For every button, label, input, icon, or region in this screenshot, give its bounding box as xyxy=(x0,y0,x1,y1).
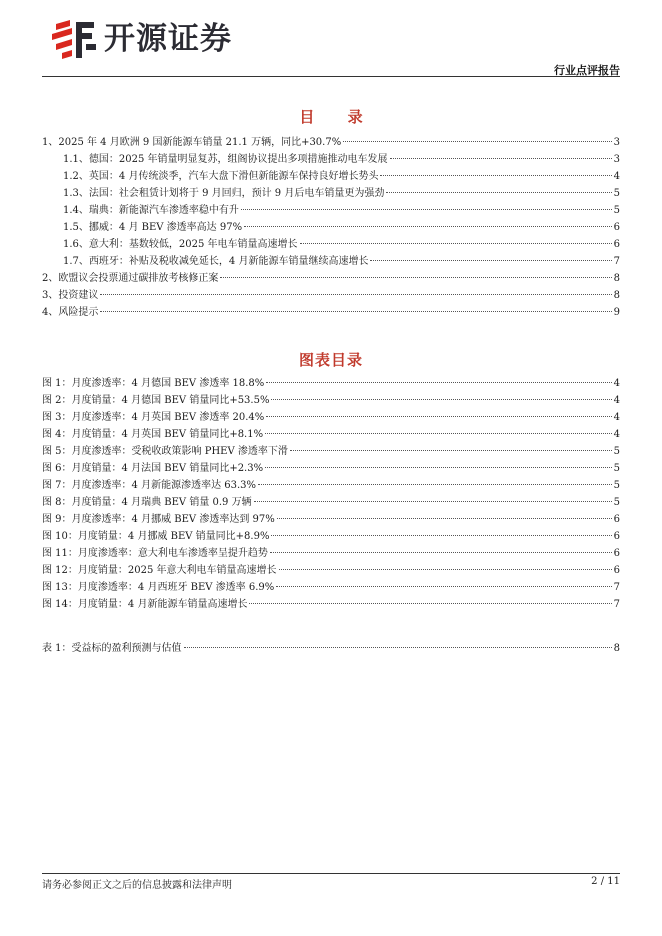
dot-leader xyxy=(254,501,612,502)
entry-page-number: 7 xyxy=(613,582,620,593)
company-logo xyxy=(50,18,232,60)
figure-entry[interactable] xyxy=(42,528,620,545)
toc-entry[interactable] xyxy=(42,236,620,253)
entry-page-number: 5 xyxy=(613,446,620,457)
entry-number: 图 14： xyxy=(42,599,78,610)
dot-leader xyxy=(265,467,612,468)
dot-leader xyxy=(271,535,611,536)
entry-title: 风险提示 xyxy=(58,307,99,318)
dot-leader xyxy=(241,209,612,210)
dot-leader xyxy=(100,294,611,295)
kaiyuan-logo-icon xyxy=(50,18,100,60)
entry-number: 图 12： xyxy=(42,565,78,576)
entry-page-number: 8 xyxy=(613,273,620,284)
entry-number: 1.2、 xyxy=(63,171,89,182)
entry-number: 图 5： xyxy=(42,446,72,457)
entry-page-number: 5 xyxy=(613,188,620,199)
figure-entry[interactable] xyxy=(42,545,620,562)
entry-number: 1.7、 xyxy=(63,256,89,267)
entry-number: 3、 xyxy=(42,290,59,301)
entry-number: 2、 xyxy=(42,273,59,284)
entry-title: 月度销量：4 月新能源车销量高速增长 xyxy=(77,599,248,610)
entry-page-number: 4 xyxy=(613,429,620,440)
entry-title: 月度销量：2025 年意大利电车销量高速增长 xyxy=(77,565,277,576)
figure-entry[interactable] xyxy=(42,596,620,613)
entry-title: 月度销量：4 月德国 BEV 销量同比+53.5% xyxy=(71,395,270,406)
toc-list xyxy=(42,134,620,321)
entry-number: 图 2： xyxy=(42,395,72,406)
entry-number: 1.4、 xyxy=(63,205,89,216)
toc-entry[interactable] xyxy=(42,287,620,304)
dot-leader xyxy=(386,192,611,193)
dot-leader xyxy=(270,552,612,553)
figure-entry[interactable] xyxy=(42,409,620,426)
entry-number: 图 1： xyxy=(42,378,72,389)
entry-page-number: 7 xyxy=(613,256,620,267)
toc-entry[interactable] xyxy=(42,151,620,168)
table-entry[interactable] xyxy=(42,640,620,657)
dot-leader xyxy=(249,603,611,604)
entry-number: 图 7： xyxy=(42,480,72,491)
entry-title: 英国：4 月传统淡季，汽车大盘下滑但新能源车保持良好增长势头 xyxy=(88,171,379,182)
dot-leader xyxy=(279,569,612,570)
dot-leader xyxy=(271,399,611,400)
entry-page-number: 4 xyxy=(613,171,620,182)
dot-leader xyxy=(277,518,612,519)
dot-leader xyxy=(290,450,612,451)
entry-number: 1.5、 xyxy=(63,222,89,233)
figure-entry[interactable] xyxy=(42,494,620,511)
report-type-label: 行业点评报告 xyxy=(554,64,620,77)
figure-entry[interactable] xyxy=(42,460,620,477)
page-indicator: 2 / 11 xyxy=(591,876,620,887)
entry-title: 月度销量：4 月英国 BEV 销量同比+8.1% xyxy=(71,429,264,440)
entry-page-number: 6 xyxy=(613,548,620,559)
footer-disclaimer: 请务必参阅正文之后的信息披露和法律声明 xyxy=(42,880,232,891)
entry-title: 法国：社会租赁计划将于 9 月回归，预计 9 月后电车销量更为强劲 xyxy=(88,188,385,199)
entry-title: 月度渗透率：4 月挪威 BEV 渗透率达到 97% xyxy=(71,514,275,525)
figure-entry[interactable] xyxy=(42,511,620,528)
entry-page-number: 9 xyxy=(613,307,620,318)
entry-title: 月度渗透率：4 月西班牙 BEV 渗透率 6.9% xyxy=(77,582,275,593)
entry-number: 图 9： xyxy=(42,514,72,525)
entry-page-number: 4 xyxy=(613,412,620,423)
toc-entry[interactable] xyxy=(42,253,620,270)
figure-entry[interactable] xyxy=(42,392,620,409)
entry-number: 表 1： xyxy=(42,643,72,654)
entry-number: 图 3： xyxy=(42,412,72,423)
figures-toc-list xyxy=(42,375,620,613)
figure-entry[interactable] xyxy=(42,443,620,460)
entry-title: 月度渗透率：4 月德国 BEV 渗透率 18.8% xyxy=(71,378,265,389)
figure-entry[interactable] xyxy=(42,477,620,494)
entry-title: 月度销量：4 月瑞典 BEV 销量 0.9 万辆 xyxy=(71,497,252,508)
entry-page-number: 5 xyxy=(613,463,620,474)
entry-title: 2025 年 4 月欧洲 9 国新能源车销量 21.1 万辆，同比+30.7% xyxy=(58,137,342,148)
entry-title: 月度渗透率：4 月英国 BEV 渗透率 20.4% xyxy=(71,412,265,423)
toc-entry[interactable] xyxy=(42,219,620,236)
entry-title: 欧盟议会投票通过碳排放考核修正案 xyxy=(58,273,219,284)
entry-number: 图 6： xyxy=(42,463,72,474)
dot-leader xyxy=(276,586,611,587)
brand-name: 开源证券 xyxy=(104,21,232,57)
figure-entry[interactable] xyxy=(42,579,620,596)
entry-title: 瑞典：新能源汽车渗透率稳中有升 xyxy=(88,205,239,216)
figure-entry[interactable] xyxy=(42,375,620,392)
dot-leader xyxy=(343,141,611,142)
dot-leader xyxy=(266,416,611,417)
entry-number: 图 10： xyxy=(42,531,78,542)
dot-leader xyxy=(390,158,612,159)
entry-page-number: 5 xyxy=(613,480,620,491)
entry-number: 1.6、 xyxy=(63,239,89,250)
entry-page-number: 7 xyxy=(613,599,620,610)
toc-entry[interactable] xyxy=(42,270,620,287)
dot-leader xyxy=(300,243,612,244)
entry-page-number: 3 xyxy=(613,154,620,165)
entry-title: 德国：2025 年销量明显复苏，组阁协议提出多项措施推动电车发展 xyxy=(88,154,388,165)
entry-page-number: 6 xyxy=(613,531,620,542)
entry-page-number: 5 xyxy=(613,205,620,216)
entry-number: 1.1、 xyxy=(63,154,89,165)
entry-number: 1、 xyxy=(42,137,59,148)
figure-entry[interactable] xyxy=(42,426,620,443)
entry-number: 图 4： xyxy=(42,429,72,440)
toc-entry[interactable] xyxy=(42,202,620,219)
dot-leader xyxy=(244,226,612,227)
dot-leader xyxy=(220,277,611,278)
figure-entry[interactable] xyxy=(42,562,620,579)
dot-leader xyxy=(380,175,611,176)
entry-page-number: 5 xyxy=(613,497,620,508)
entry-page-number: 8 xyxy=(613,290,620,301)
entry-title: 月度渗透率：4 月新能源渗透率达 63.3% xyxy=(71,480,257,491)
entry-number: 1.3、 xyxy=(63,188,89,199)
footer-divider xyxy=(42,873,620,874)
entry-title: 意大利：基数较低，2025 年电车销量高速增长 xyxy=(88,239,298,250)
dot-leader xyxy=(266,382,611,383)
entry-page-number: 8 xyxy=(613,643,620,654)
entry-title: 月度渗透率：受税收政策影响 PHEV 渗透率下滑 xyxy=(71,446,288,457)
entry-title: 西班牙：补贴及税收减免延长，4 月新能源车销量继续高速增长 xyxy=(88,256,369,267)
toc-entry[interactable] xyxy=(42,168,620,185)
tables-toc-list xyxy=(42,640,620,657)
entry-page-number: 4 xyxy=(613,395,620,406)
toc-entry[interactable] xyxy=(42,185,620,202)
dot-leader xyxy=(100,311,611,312)
entry-title: 受益标的盈利预测与估值 xyxy=(71,643,182,654)
entry-title: 月度渗透率：意大利电车渗透率呈提升趋势 xyxy=(77,548,268,559)
entry-number: 图 11： xyxy=(42,548,78,559)
figures-toc-title: 图表目录 xyxy=(298,351,363,369)
dot-leader xyxy=(258,484,612,485)
entry-number: 4、 xyxy=(42,307,59,318)
entry-page-number: 6 xyxy=(613,514,620,525)
entry-page-number: 3 xyxy=(613,137,620,148)
toc-entry[interactable] xyxy=(42,134,620,151)
entry-title: 投资建议 xyxy=(58,290,99,301)
entry-number: 图 13： xyxy=(42,582,78,593)
dot-leader xyxy=(184,647,612,648)
toc-entry[interactable] xyxy=(42,304,620,321)
header-divider xyxy=(42,76,620,77)
entry-title: 挪威：4 月 BEV 渗透率高达 97% xyxy=(88,222,243,233)
entry-title: 月度销量：4 月挪威 BEV 销量同比+8.9% xyxy=(77,531,270,542)
dot-leader xyxy=(265,433,612,434)
entry-page-number: 4 xyxy=(613,378,620,389)
entry-page-number: 6 xyxy=(613,239,620,250)
toc-title: 目 录 xyxy=(299,108,377,126)
entry-page-number: 6 xyxy=(613,565,620,576)
entry-number: 图 8： xyxy=(42,497,72,508)
dot-leader xyxy=(370,260,611,261)
entry-title: 月度销量：4 月法国 BEV 销量同比+2.3% xyxy=(71,463,264,474)
entry-page-number: 6 xyxy=(613,222,620,233)
